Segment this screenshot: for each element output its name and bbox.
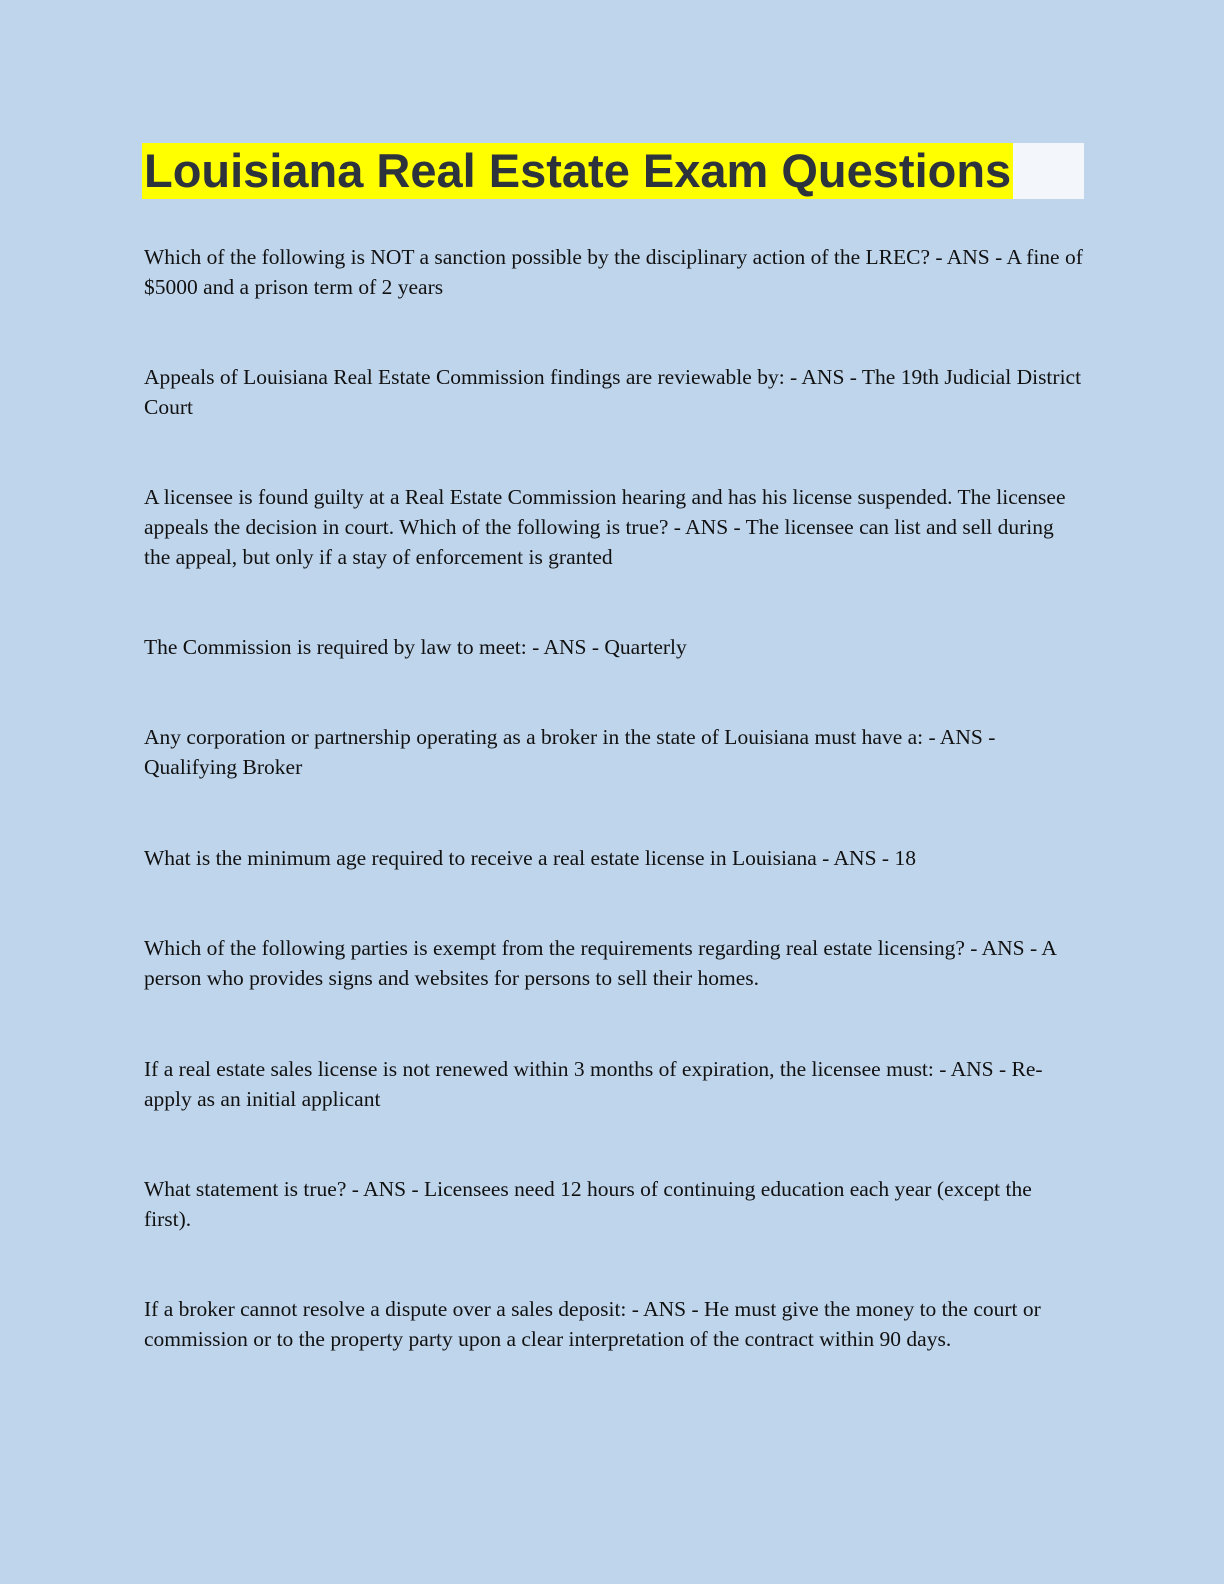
question-answer-item: Which of the following parties is exempt from the requirements regarding real estate licensing? - ANS - A person who provides signs and websites for persons to sell their homes. <box>144 936 1056 990</box>
title-banner <box>142 143 1084 199</box>
question-answer-item: Which of the following is NOT a sanction possible by the disciplinary action of the LREC? - ANS - A fine of $5000 and a prison term of 2 years <box>144 245 1083 299</box>
page-title: Louisiana Real Estate Exam Questions <box>144 144 1012 197</box>
question-answer-item: If a broker cannot resolve a dispute over a sales deposit: - ANS - He must give the money to the court or commission or to the property party upon a clear interpretation of the contract within 90 days. <box>144 1297 1041 1351</box>
question-answer-item: What is the minimum age required to receive a real estate license in Louisiana - ANS - 18 <box>144 846 916 870</box>
question-answer-item: Appeals of Louisiana Real Estate Commission findings are reviewable by: - ANS - The 19th Judicial District Court <box>144 365 1082 419</box>
question-answer-item: Any corporation or partnership operating as a broker in the state of Louisiana must have a: - ANS - Qualifying Broker <box>144 725 996 779</box>
question-answer-item: What statement is true? - ANS - Licensees need 12 hours of continuing education each year (except the first). <box>144 1177 1032 1231</box>
question-answer-item: If a real estate sales license is not renewed within 3 months of expiration, the licensee must: - ANS - Re-apply as an initial applicant <box>144 1057 1043 1111</box>
question-answer-item: A licensee is found guilty at a Real Estate Commission hearing and has his license suspended. The licensee appeals the decision in court. Which of the following is true? - ANS - The licensee can list and sell during the appeal, but only if a stay of enforcement is granted <box>144 485 1066 569</box>
question-answer-item: The Commission is required by law to meet: - ANS - Quarterly <box>144 635 687 659</box>
